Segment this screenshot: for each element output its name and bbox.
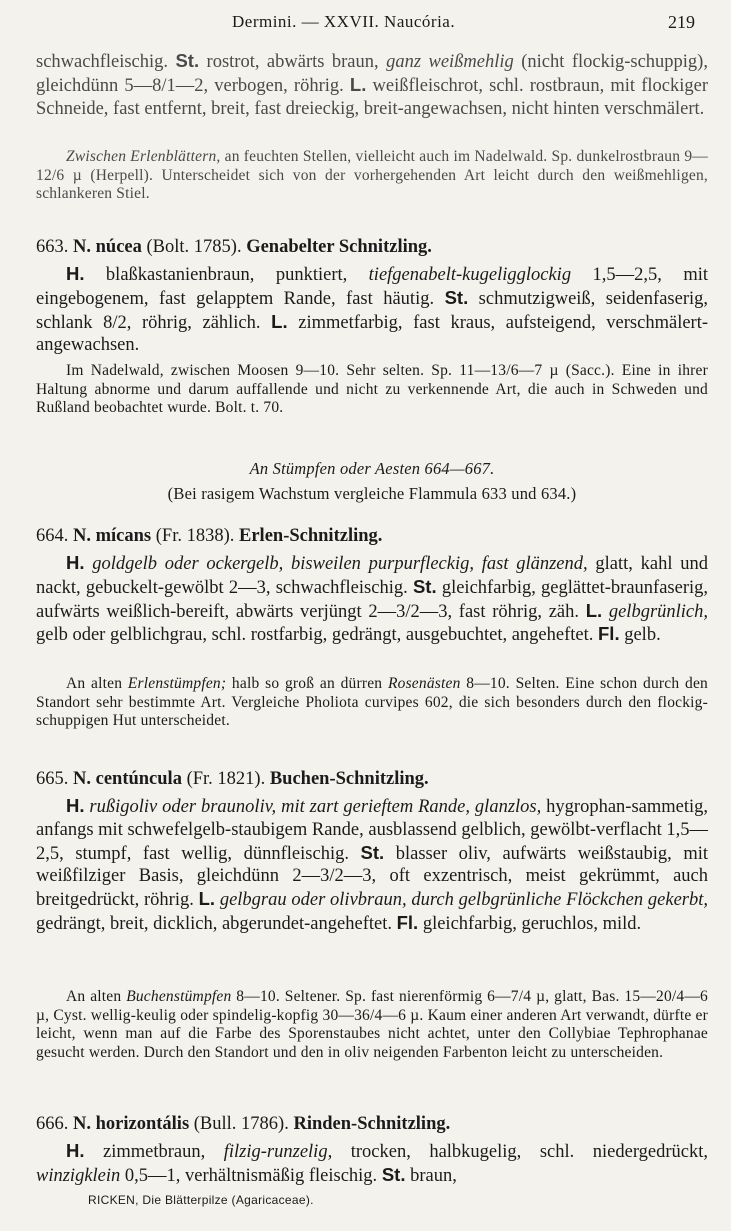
author-citation: (Fr. 1821). xyxy=(181,769,270,789)
text-run: zimmetbraun, xyxy=(84,1142,224,1162)
italic-run: tiefgenabelt-kugeligglockig xyxy=(368,265,572,285)
cap-label: H. xyxy=(66,1140,85,1161)
page-header xyxy=(0,12,731,36)
stem-label: St. xyxy=(360,841,385,863)
text-run: schwachfleischig. xyxy=(36,52,176,72)
stem-label: St. xyxy=(381,1163,406,1185)
entry-number: 664. xyxy=(36,526,69,546)
gills-label: L. xyxy=(198,888,216,910)
running-title: Dermini. — XXVII. Naucória. xyxy=(232,12,456,31)
flesh-label: Fl. xyxy=(396,911,419,933)
entry-665-heading xyxy=(36,768,708,791)
italic-run: rußigoliv oder braunoliv, mit zart gerieftem Rande, glanzlos, xyxy=(84,797,542,817)
text-run: An alten xyxy=(66,675,128,692)
italic-run: Erlenstümpfen; xyxy=(127,675,227,692)
italic-run: filzig-runzelig, xyxy=(223,1142,333,1162)
gills-label: L. xyxy=(349,73,367,95)
cap-label: H. xyxy=(66,263,85,284)
entry-number: 663. xyxy=(36,237,69,257)
gills-label: L. xyxy=(271,310,288,332)
stem-label: St. xyxy=(412,575,437,597)
text-run: glatt, kahl und nackt, gebuckelt-gewölbt 2—3, schwachfleischig. xyxy=(36,554,708,598)
italic-run: goldgelb oder ockergelb, bisweilen purpurfleckig, fast glänzend, xyxy=(84,554,588,574)
section-subtitle: (Bei rasigem Wachstum vergleiche Flammula 633 und 634.) xyxy=(167,484,577,503)
text-run: braun, xyxy=(405,1165,457,1186)
text-run: gelb oder gelblichgrau, schl. rostfarbig, gedrängt, ausgebuchtet, angeheftet. xyxy=(36,625,598,646)
german-name: Rinden-Schnitzling. xyxy=(293,1114,451,1134)
text-run: gelb. xyxy=(619,625,661,646)
cap-label: H. xyxy=(66,795,85,816)
italic-run: gelbgrünlich, xyxy=(602,601,709,622)
latin-name: N. mícans xyxy=(73,526,152,546)
stem-label: St. xyxy=(444,286,469,308)
entry-number: 665. xyxy=(36,769,69,789)
entry-664-heading xyxy=(36,525,708,548)
text-run: schmutzigweiß, seidenfaserig, schlank 8/2, röhrig, zählich. xyxy=(36,288,708,333)
author-citation: (Bolt. 1785). xyxy=(141,237,247,257)
author-citation: (Bull. 1786). xyxy=(189,1114,294,1134)
italic-run: Zwischen Erlenblättern, xyxy=(66,148,221,165)
section-title: An Stümpfen oder Aesten 664—667. xyxy=(249,459,495,478)
german-name: Genabelter Schnitzling. xyxy=(246,237,432,257)
german-name: Erlen-Schnitzling. xyxy=(239,526,383,546)
german-name: Buchen-Schnitzling. xyxy=(269,769,429,789)
printer-signature: RICKEN, Die Blätterpilze (Agaricaceae). xyxy=(88,1193,314,1207)
entry-666-heading xyxy=(36,1113,708,1136)
italic-run: Buchenstümpfen xyxy=(126,988,232,1005)
entry-663-heading xyxy=(36,236,708,259)
page-number: 219 xyxy=(668,12,695,32)
text-run: 1,5—2,5, mit eingebogenem, fast gelapptem Rande, fast häutig. xyxy=(36,265,708,309)
text-run: gleichfarbig, geglättet-braunfaserig, aufwärts weißlich-bereift, abwärts verjüngt 2—3/2—3, fast röhrig, zäh. xyxy=(36,577,708,622)
entry-664-description xyxy=(36,552,708,647)
italic-run: gelbgrau oder olivbraun, durch gelbgrünliche Flöckchen gekerbt, xyxy=(215,890,708,911)
text-run: trocken, halbkugelig, schl. niedergedrückt, xyxy=(332,1142,708,1162)
text-run: rostrot, abwärts braun, xyxy=(199,52,387,72)
text-run: blaßkastanienbraun, punktiert, xyxy=(84,265,369,285)
author-citation: (Fr. 1838). xyxy=(151,526,239,546)
entry-665-description xyxy=(36,795,708,936)
text-run: an feuchten Stellen, vielleicht auch im Nadelwald. Sp. dunkelrostbraun 9—12/6 µ (Herpell). Unterscheidet sich von der vorhergehenden Art leicht durch den weißmehligen, schlankeren Stiel. xyxy=(36,148,708,203)
entry-665-note xyxy=(36,988,708,1062)
continuation-paragraph xyxy=(36,50,708,120)
entry-664-note xyxy=(36,675,708,731)
text-run: hygrophan-sammetig, anfangs mit schwefelgelb-staubigem Rande, ausblassend gelblich, gewölbt-verflacht 1,5—2,5, stumpf, fast wellig, dünnfleischig. xyxy=(36,797,709,864)
text-run: 8—10. Seltener. Sp. fast nierenförmig 6—7/4 µ, glatt, Bas. 15—20/4—6 µ, Cyst. wellig-keulig oder spindelig-kopfig 30—36/4—6 µ. Kaum einer anderen Art verwandt, dürfte er leicht, wenn man auf die Farbe des Sporenstaubes nicht achtet, unter den Collybiae Tephrophanae gesucht werden. Durch den Standort und den in oliv neigenden Farbenton leicht zu unterscheiden. xyxy=(36,988,708,1061)
continuation-note xyxy=(36,148,708,204)
text-run: (nicht flockig-schuppig), gleichdünn 5—8/1—2, verbogen, röhrig. xyxy=(36,52,708,96)
text-run: weißfleischrot, schl. rostbraun, mit flockiger Schneide, fast entfernt, breit, fast dreieckig, breit-angewachsen, nicht hinten verschmälert. xyxy=(36,75,708,119)
italic-run: ganz weißmehlig xyxy=(386,52,514,72)
entry-663-note xyxy=(36,362,708,418)
text-run: zimmetfarbig, fast kraus, aufsteigend, verschmälert-angewachsen. xyxy=(36,312,709,356)
latin-name: N. horizontális xyxy=(73,1114,190,1134)
text-run: halb so groß an dürren xyxy=(226,675,388,692)
text-run: Im Nadelwald, zwischen Moosen 9—10. Sehr selten. Sp. 11—13/6—7 µ (Sacc.). Eine in ihrer Haltung abnorme und darum auffallende und nicht zu verkennende Art, die auch in Schweden und Rußland beobachtet wurde. Bolt. t. 70. xyxy=(36,362,708,417)
latin-name: N. núcea xyxy=(73,237,142,257)
flesh-label: Fl. xyxy=(598,623,620,645)
text-run: gedrängt, breit, dicklich, abgerundet-angeheftet. xyxy=(36,913,397,934)
italic-run: winzigklein xyxy=(36,1165,121,1186)
italic-run: Rosenästen xyxy=(387,675,461,692)
latin-name: N. centúncula xyxy=(73,769,182,789)
text-run: 8—10. Selten. Eine schon durch den Standort sehr bestimmte Art. Vergleiche Pholiota curvipes 602, die sich besonders durch den flockig-schuppigen Hut unterscheidet. xyxy=(36,675,708,730)
entry-666-description xyxy=(36,1140,708,1188)
entry-663-description xyxy=(36,263,708,357)
entry-number: 666. xyxy=(36,1114,69,1134)
text-run: gleichfarbig, geruchlos, mild. xyxy=(418,913,642,934)
cap-label: H. xyxy=(66,552,85,573)
text-run: An alten xyxy=(66,988,127,1005)
text-run: 0,5—1, verhältnismäßig fleischig. xyxy=(120,1165,382,1186)
text-run: blasser oliv, aufwärts weißstaubig, mit weißfilziger Basis, gleichdünn 2—3/2—3, oft exzentrisch, meist gekrümmt, auch breitgedrückt, röhrig. xyxy=(36,843,708,911)
gills-label: L. xyxy=(585,599,603,621)
stem-label: St. xyxy=(175,50,200,71)
